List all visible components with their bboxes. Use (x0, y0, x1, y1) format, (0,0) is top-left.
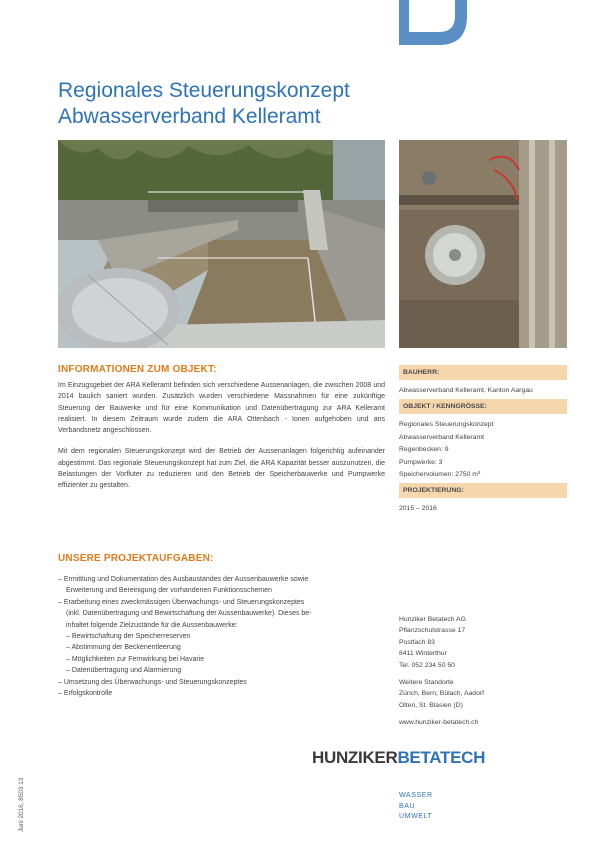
brand-part-2: BETATECH (397, 748, 486, 767)
task-item: – Erfolgskontrolle (58, 690, 113, 698)
task-item: – Umsetzung des Überwachungs- und Steuerungskonzeptes (58, 678, 247, 686)
objekt-line: Pumpwerke: 3 (399, 458, 443, 466)
task-item: – Erarbeitung eines zweckmässigen Überwachungs- und Steuerungskonzeptes (58, 598, 305, 606)
footer-date-code: Juni 2016, 8503 13 (18, 777, 25, 832)
task-item: Erweiterung und Bereinigung der vorhandenen Funktionsschemen (66, 587, 272, 595)
tagline-3: UMWELT (399, 813, 433, 820)
bauherr-value: Abwasserverband Kelleramt, Kanton Aargau (399, 387, 533, 394)
company-postfach: Postfach 83 (399, 638, 435, 646)
objekt-line: Speichervolumen: 2750 m³ (399, 471, 481, 479)
projektierung-value: 2015 – 2016 (399, 505, 437, 513)
title-line-1: Regionales Steuerungskonzept (58, 79, 350, 102)
info-paragraph-2: Mit dem regionalen Steuerungskonzept wird der Betrieb der Aussenanlagen folgerichtig aufeinander abgestimmt. Das regionale Steuerungskonzept hat zum Ziel, die ARA Kapazität besser auszunutzen, die Belastungen der Vorfluter zu reduzieren und den Betrieb der Speicherbauwerke und Pumpwerke effizienter zu gestalten. (58, 448, 385, 490)
task-item: – Bewirtschaftung der Speicherreserven (66, 633, 191, 641)
objekt-line: Regenbecken: 9 (399, 446, 449, 454)
task-item: – Abstimmung der Beckenentleerung (66, 644, 181, 652)
photo-equipment (399, 140, 567, 348)
brand-part-1: HUNZIKER (312, 748, 398, 767)
objekt-line: Regionales Steuerungskonzept (399, 421, 494, 429)
tasks-heading: UNSERE PROJEKTAUFGABEN: (58, 553, 214, 564)
task-item: – Möglichkeiten zur Fernwirkung bei Havarie (66, 655, 205, 663)
page-title (58, 78, 388, 130)
logo-mark (399, 0, 467, 45)
task-item: (inkl. Datenübertragung und Bewirtschaftung der Aussenbauwerke). Dieses be- (66, 610, 312, 618)
standorte-line-2: Olten, St. Blasien (D) (399, 701, 463, 709)
info-body (58, 380, 385, 502)
contact-block (399, 614, 567, 735)
standorte-line-1: Zürich, Bern, Bülach, Aadorf (399, 690, 485, 698)
brand-tagline (399, 791, 433, 823)
bauherr-label: BAUHERR: (399, 365, 567, 380)
website-link[interactable]: www.hunziker-betatech.ch (399, 719, 479, 727)
tasks-list (58, 574, 388, 699)
task-item: inhaltet folgende Zielzustände für die Aussenbauwerke: (66, 621, 238, 629)
objekt-line: Abwasserverband Kelleramt (399, 433, 485, 441)
company-phone: Tel. 052 234 50 50 (399, 661, 455, 669)
title-line-2: Abwasserverband Kelleramt (58, 105, 321, 128)
tagline-1: WASSER (399, 792, 433, 799)
task-item: – Datenübertragung und Alarmierung (66, 667, 182, 675)
tagline-2: BAU (399, 802, 416, 810)
task-item: – Ermittlung und Dokumentation des Ausbaustandes der Aussenbauwerke sowie (58, 576, 309, 583)
project-sidebar (399, 365, 567, 518)
company-city: 8411 Winterthur (399, 650, 447, 658)
photo-basin (58, 140, 385, 348)
company-street: Pflanzschulstrasse 17 (399, 627, 466, 635)
standorte-label: Weitere Standorte (399, 679, 454, 687)
objekt-label: OBJEKT / KENNGRÖSSE: (399, 399, 567, 414)
company-name: Hunziker Betatech AG (399, 616, 466, 623)
brand-logo (312, 748, 485, 768)
info-paragraph-1: Im Einzugsgebiet der ARA Kelleramt befinden sich verschiedene Aussenanlagen, die zwischen 2008 und 2014 baulich saniert wurden. Zusätzlich wurden verschiedene Massnahmen für eine zukünftige Steuerung der Bauwerke und für eine Kommunikation und Datenübertragung zur ARA Kelleramt realisiert. In diesem Zeitraum wurde zudem die ARA Ottenbach - Ionen aufgehoben und ans Verbandsnetz angeschlossen. (58, 382, 385, 435)
info-heading: INFORMATIONEN ZUM OBJEKT: (58, 364, 217, 375)
projektierung-label: PROJEKTIERUNG: (399, 483, 567, 498)
